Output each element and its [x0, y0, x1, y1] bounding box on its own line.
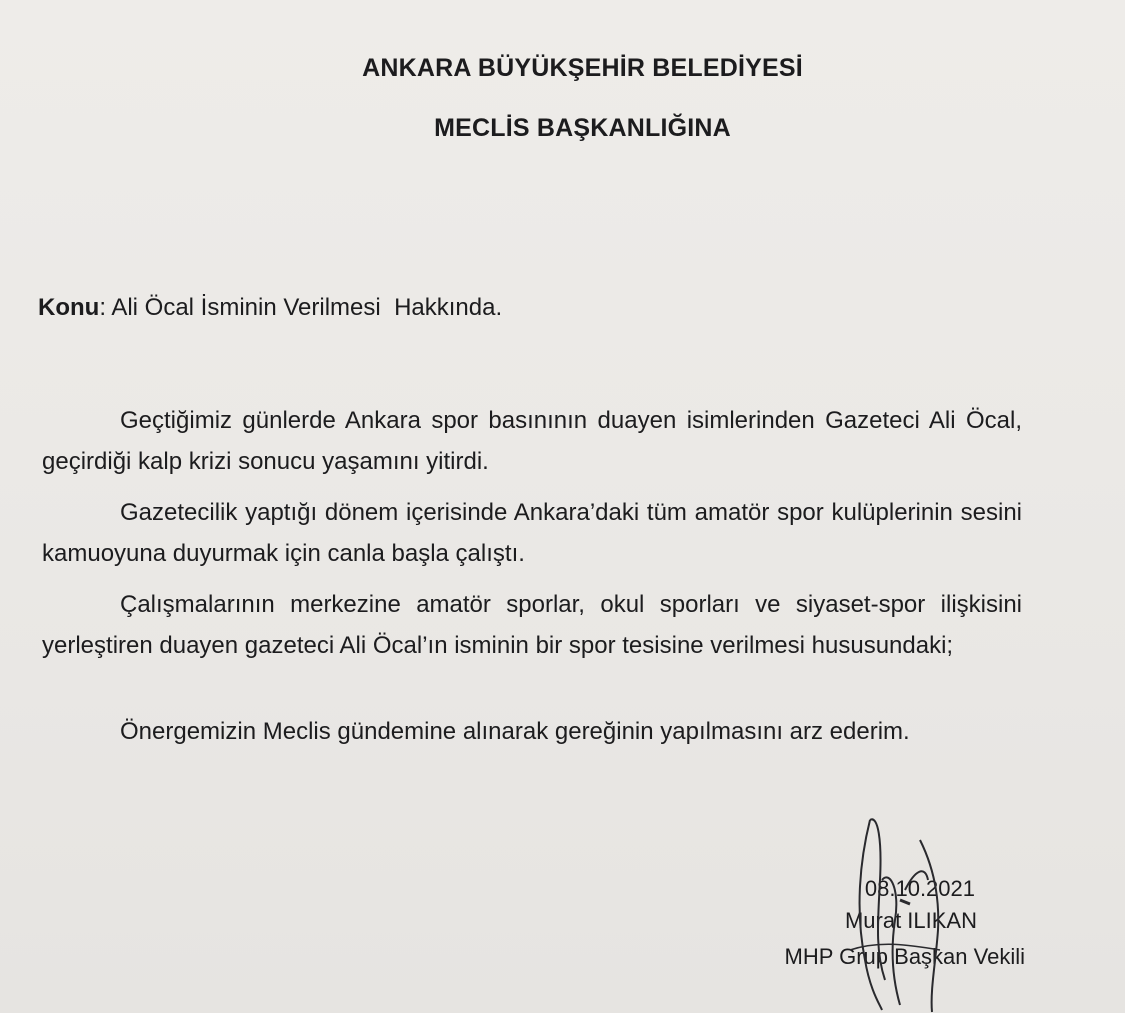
handwritten-signature [820, 800, 1000, 1013]
signatory-title: MHP Grup Başkan Vekili [784, 944, 1025, 969]
signatory-name: Murat ILIKAN [844, 908, 977, 933]
paragraph-3: Çalışmalarının merkezine amatör sporlar, okul sporları ve siyaset-spor ilişkisini yerleştiren duayen gazeteci Ali Öcal’ın isminin bir spor tesisine verilmesi hususundaki; [42, 591, 1022, 659]
signature-date: 08.10.2021 [864, 876, 975, 901]
paragraph-4: Önergemizin Meclis gündemine alınarak gereğinin yapılmasını arz ederim. [120, 718, 910, 745]
subject-separator: : [99, 294, 106, 321]
addressee-title: MECLİS BAŞKANLIĞINA [434, 114, 731, 142]
institution-title: ANKARA BÜYÜKŞEHİR BELEDİYESİ [362, 54, 803, 82]
paragraph-2: Gazetecilik yaptığı dönem içerisinde Ankara’daki tüm amatör spor kulüplerinin sesini kamuoyuna duyurmak için canla başla çalıştı. [42, 499, 1022, 567]
subject-text: Ali Öcal İsminin Verilmesi Hakkında. [105, 294, 503, 321]
subject-line [38, 294, 502, 322]
paragraph-1: Geçtiğimiz günlerde Ankara spor basınının duayen isimlerinden Gazeteci Ali Öcal, geçirdiği kalp krizi sonucu yaşamını yitirdi. [42, 407, 1022, 475]
subject-label: Konu [38, 294, 100, 321]
